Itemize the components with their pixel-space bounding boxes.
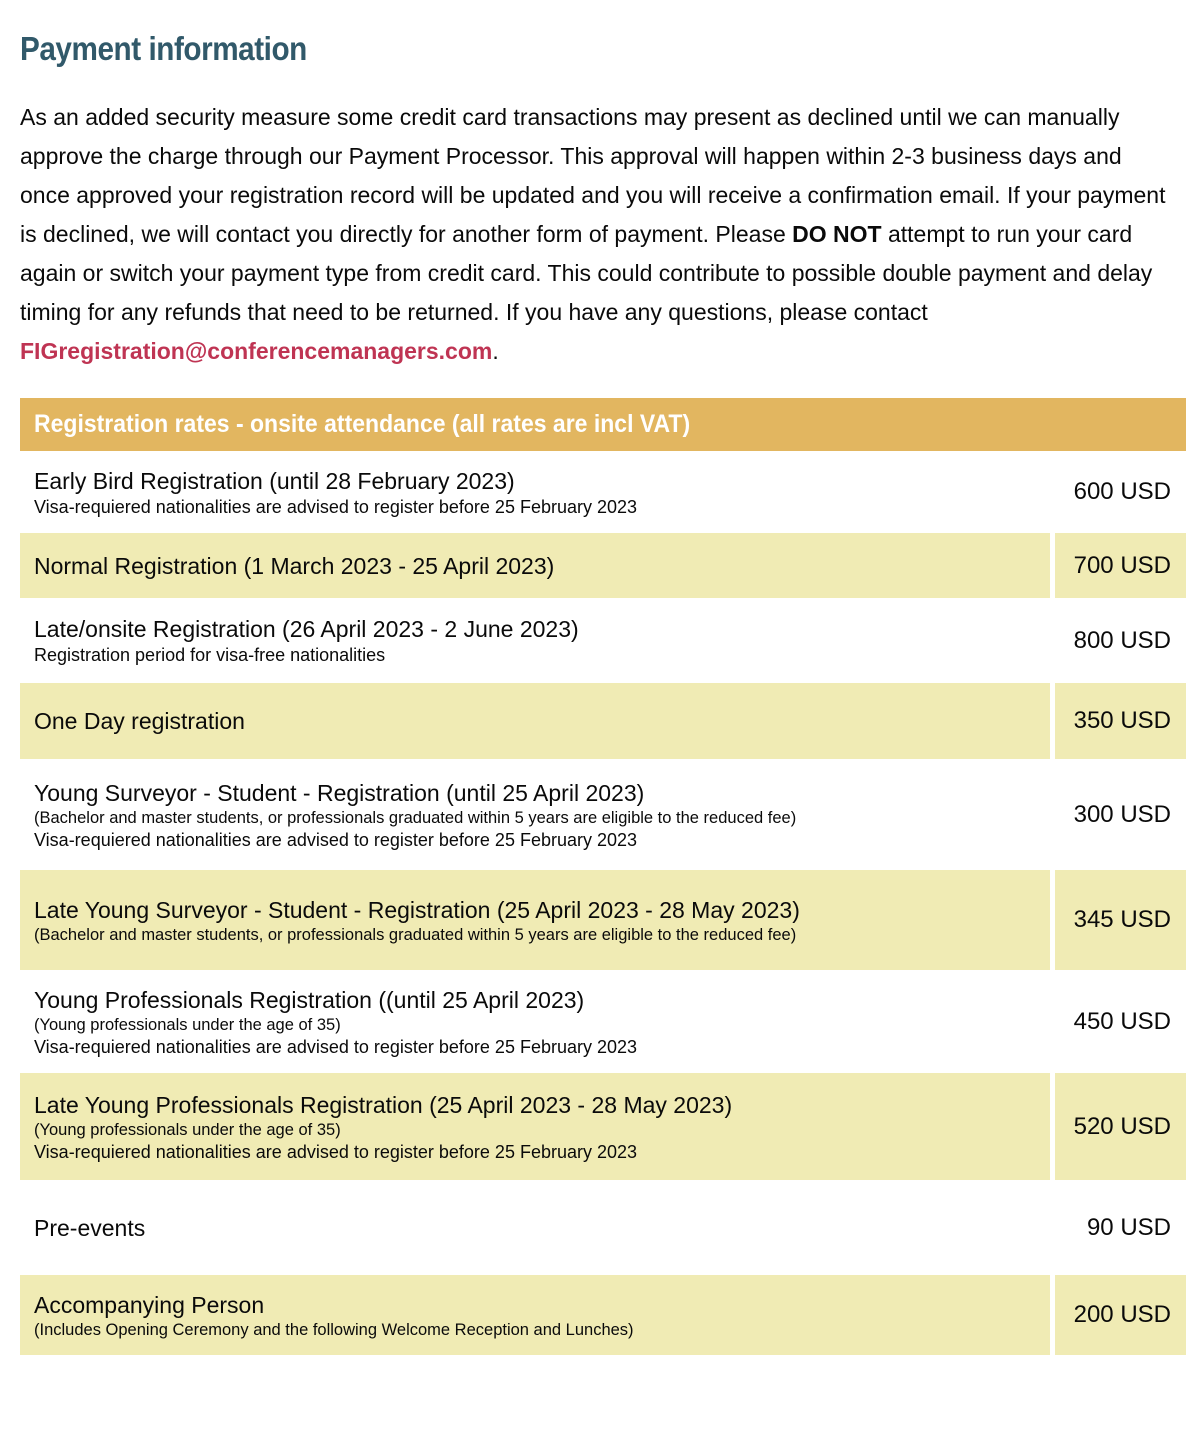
intro-text-part1: As an added security measure some credit card transactions may present as declined until we can manually approve the charge through our Payment Processor. This approval will happen within 2-3 business days and once approved your registration record will be updated and you will receive a confirmation email. If your payment is declined, we will contact you directly for another form of payment. Please <box>20 104 1166 247</box>
rate-note: Registration period for visa-free nationalities <box>34 645 386 665</box>
rate-title: Late Young Professionals Registration (25 April 2023 - 28 May 2023) <box>34 1091 733 1118</box>
rates-table-header-text: Registration rates - onsite attendance (all rates are incl VAT) <box>34 410 691 438</box>
rate-note: Visa-requiered nationalities are advised to register before 25 February 2023 <box>34 829 638 850</box>
rate-label-cell <box>20 1180 1050 1275</box>
intro-text-period: . <box>492 338 499 364</box>
rate-row <box>20 1073 1186 1180</box>
intro-text-part2: attempt to run your card again or switch your payment type from credit card. This could contribute to possible double payment and delay timing for any refunds that need to be returned. If you have any questions, please contact <box>20 221 1153 325</box>
rates-table-body <box>20 451 1186 1355</box>
registration-rates-table <box>20 398 1186 1355</box>
rate-price: 350 USD <box>1055 683 1186 759</box>
page-title <box>20 30 1186 68</box>
rate-label-cell <box>20 759 1050 870</box>
rate-price: 90 USD <box>1086 1213 1171 1241</box>
registration-email-link[interactable]: FIGregistration@conferencemanagers.com <box>20 338 493 364</box>
rate-note: (Bachelor and master students, or professionals graduated within 5 years are eligible to the reduced fee) <box>34 925 797 944</box>
rate-title: Early Bird Registration (until 28 February 2023) <box>34 467 515 494</box>
rate-row <box>20 598 1186 683</box>
rate-label-cell <box>20 870 1050 970</box>
rate-label-cell <box>20 533 1050 598</box>
rates-table-header <box>20 398 1186 451</box>
rate-row <box>20 759 1186 870</box>
rate-note: (Includes Opening Ceremony and the following Welcome Reception and Lunches) <box>34 1320 634 1339</box>
rate-title: Late Young Surveyor - Student - Registration (25 April 2023 - 28 May 2023) <box>34 896 800 923</box>
rate-price: 300 USD <box>1073 800 1171 828</box>
rate-label-cell <box>20 451 1050 533</box>
intro-do-not-emphasis: DO NOT <box>792 221 882 247</box>
rate-price: 345 USD <box>1055 870 1186 970</box>
rate-title: Young Professionals Registration ((until 25 April 2023) <box>34 986 585 1013</box>
rate-label-cell <box>20 683 1050 759</box>
rate-label-cell <box>20 1275 1050 1355</box>
rate-label-cell <box>20 598 1050 683</box>
rate-title: Normal Registration (1 March 2023 - 25 April 2023) <box>34 552 555 579</box>
rate-row <box>20 533 1186 598</box>
rate-price: 200 USD <box>1055 1275 1186 1355</box>
rate-row <box>20 870 1186 970</box>
rate-price: 600 USD <box>1073 478 1171 505</box>
rate-price: 450 USD <box>1073 1007 1171 1035</box>
rate-row <box>20 1180 1186 1275</box>
intro-paragraph <box>20 98 1172 371</box>
rate-note: (Young professionals under the age of 35) <box>34 1015 341 1034</box>
rate-note: (Young professionals under the age of 35) <box>34 1120 341 1139</box>
rate-title: Accompanying Person <box>34 1291 265 1318</box>
rate-title: One Day registration <box>34 708 245 734</box>
rate-note: (Bachelor and master students, or professionals graduated within 5 years are eligible to the reduced fee) <box>34 808 797 827</box>
rate-label-cell <box>20 1073 1050 1180</box>
rate-row <box>20 1275 1186 1355</box>
rate-title: Pre-events <box>34 1214 146 1241</box>
rate-row <box>20 683 1186 759</box>
rate-price: 700 USD <box>1055 533 1186 598</box>
rate-price: 800 USD <box>1073 626 1171 654</box>
rate-row <box>20 451 1186 533</box>
rate-row <box>20 970 1186 1073</box>
rate-price: 520 USD <box>1055 1073 1186 1180</box>
rate-note: Visa-requiered nationalities are advised to register before 25 February 2023 <box>34 1141 638 1162</box>
rate-title: Late/onsite Registration (26 April 2023 - 2 June 2023) <box>34 616 579 642</box>
rate-label-cell <box>20 970 1050 1073</box>
page-title-text: Payment information <box>20 30 307 67</box>
rate-note: Visa-requiered nationalities are advised to register before 25 February 2023 <box>34 1036 638 1057</box>
rate-note: Visa-requiered nationalities are advised to register before 25 February 2023 <box>34 496 638 517</box>
rate-title: Young Surveyor - Student - Registration (until 25 April 2023) <box>34 779 645 806</box>
